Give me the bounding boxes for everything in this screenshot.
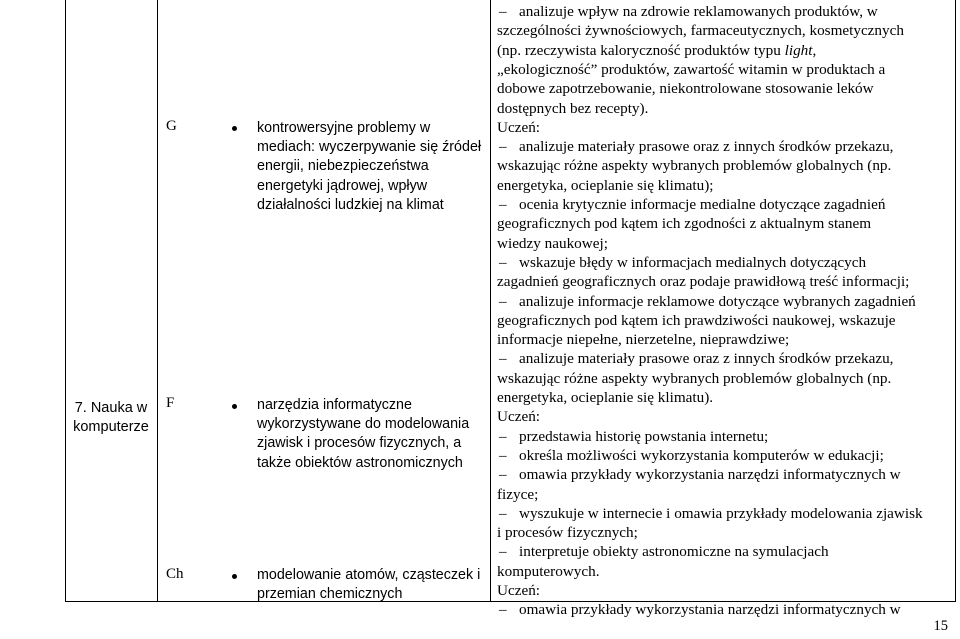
list-dash: – [499, 196, 507, 213]
outcome-line: wyszukuje w internecie i omawia przykłady modelowania zjawisk [519, 504, 923, 522]
outcome-line: Uczeń: [497, 408, 541, 426]
outcome-line: analizuje informacje reklamowe dotyczące wybranych zagadnień [519, 292, 916, 310]
outcome-line: omawia przykłady wykorzystania narzędzi informatycznych w [519, 466, 901, 484]
topic-line: modelowanie atomów, cząsteczek i [257, 567, 481, 583]
list-dash: – [499, 3, 507, 20]
outcome-line: analizuje wpływ na zdrowie reklamowanych produktów, w [519, 3, 878, 20]
topic-bullet-g [232, 126, 237, 131]
topic-line: przemian chemicznych [257, 586, 403, 603]
section-label-line1: 7. Nauka w [74, 400, 148, 416]
page-number: 15 [933, 618, 948, 634]
list-dash: – [499, 466, 507, 484]
topic-line: także obiektów astronomicznych [257, 454, 463, 471]
list-dash: – [499, 446, 507, 464]
outcome-line: dobowe zapotrzebowanie, niekontrolowane stosowanie leków [497, 80, 874, 98]
outcome-line: i procesów fizycznych; [497, 524, 638, 542]
outcome-line: wiedzy naukowej; [497, 234, 608, 252]
outcome-line: informacje niepełne, nierzetelne, nieprawdziwe; [497, 331, 790, 349]
topic-line: zjawisk i procesów fizycznych, a [257, 435, 462, 452]
outcome-line: energetyka, ocieplanie się klimatu); [497, 176, 714, 194]
list-dash: – [499, 601, 507, 619]
topic-text-f [257, 396, 469, 473]
topic-line: wykorzystywane do modelowania [257, 416, 470, 433]
topic-line: energii, niebezpieczeństwa [257, 158, 429, 175]
outcome-line: interpretuje obiekty astronomiczne na symulacjach [519, 543, 829, 561]
list-dash: – [499, 504, 507, 522]
table-border-left [65, 0, 66, 601]
table-divider-outcomes [490, 0, 491, 601]
outcome-line: określa możliwości wykorzystania komputerów w edukacji; [519, 446, 884, 464]
outcome-line: analizuje materiały prasowe oraz z innych środków przekazu, [519, 350, 894, 368]
topic-line: kontrowersyjne problemy w [257, 120, 431, 136]
list-dash: – [499, 543, 507, 561]
topic-line: mediach: wyczerpywanie się źródeł [257, 139, 482, 156]
outcome-line: omawia przykłady wykorzystania narzędzi informatycznych w [519, 601, 901, 619]
outcome-line: zagadnień geograficznych oraz podaje prawidłową treść informacji; [497, 273, 910, 291]
list-dash: – [499, 253, 507, 271]
topic-bullet-f [232, 404, 237, 409]
outcome-line: wskazując różne aspekty wybranych problemów globalnych (np. [497, 157, 892, 175]
list-dash: – [499, 138, 507, 156]
topic-line: narzędzia informatyczne [257, 397, 412, 413]
outcome-line: dostępnych bez recepty). [497, 99, 649, 117]
table-border-right [955, 0, 956, 601]
list-dash: – [499, 427, 507, 445]
outcome-line: geograficznych pod kątem ich zgodności z aktualnym stanem [497, 215, 872, 233]
outcome-line: szczególności żywnościowych, farmaceutycznych, kosmetycznych [497, 22, 904, 40]
topic-letter-ch: Ch [166, 566, 184, 582]
outcome-line: komputerowych. [497, 562, 600, 580]
outcome-line: „ekologiczność” produktów, zawartość witamin w produktach a [497, 60, 886, 78]
outcome-line: analizuje materiały prasowe oraz z innych środków przekazu, [519, 138, 894, 156]
topic-line: działalności ludzkiej na klimat [257, 196, 444, 213]
outcome-line: energetyka, ocieplanie się klimatu). [497, 389, 714, 406]
section-label [66, 399, 156, 437]
section-label-line2: komputerze [73, 419, 149, 435]
outcome-line: wskazuje błędy w informacjach medialnych dotyczących [519, 253, 867, 271]
topic-line: energetyki jądrowej, wpływ [257, 177, 428, 194]
outcome-line: fizyce; [497, 485, 539, 503]
outcome-line: (np. rzeczywista kaloryczność produktów typu light, [497, 41, 817, 59]
outcome-line: wskazując różne aspekty wybranych problemów globalnych (np. [497, 369, 892, 387]
topic-letter-g: G [166, 118, 177, 134]
list-dash: – [499, 292, 507, 310]
outcome-line: geograficznych pod kątem ich prawdziwości naukowej, wskazuje [497, 311, 896, 329]
topic-letter-f: F [166, 395, 175, 411]
table-divider-section [157, 0, 158, 601]
outcome-line: Uczeń: [497, 582, 541, 599]
topic-bullet-ch [232, 574, 237, 579]
list-dash: – [499, 350, 507, 368]
outcome-line: ocenia krytycznie informacje medialne dotyczące zagadnień [519, 196, 886, 213]
outcome-line: przedstawia historię powstania internetu; [519, 427, 769, 445]
topic-text-g [257, 119, 481, 215]
topic-text-ch [257, 566, 480, 604]
outcome-line: Uczeń: [497, 118, 541, 136]
